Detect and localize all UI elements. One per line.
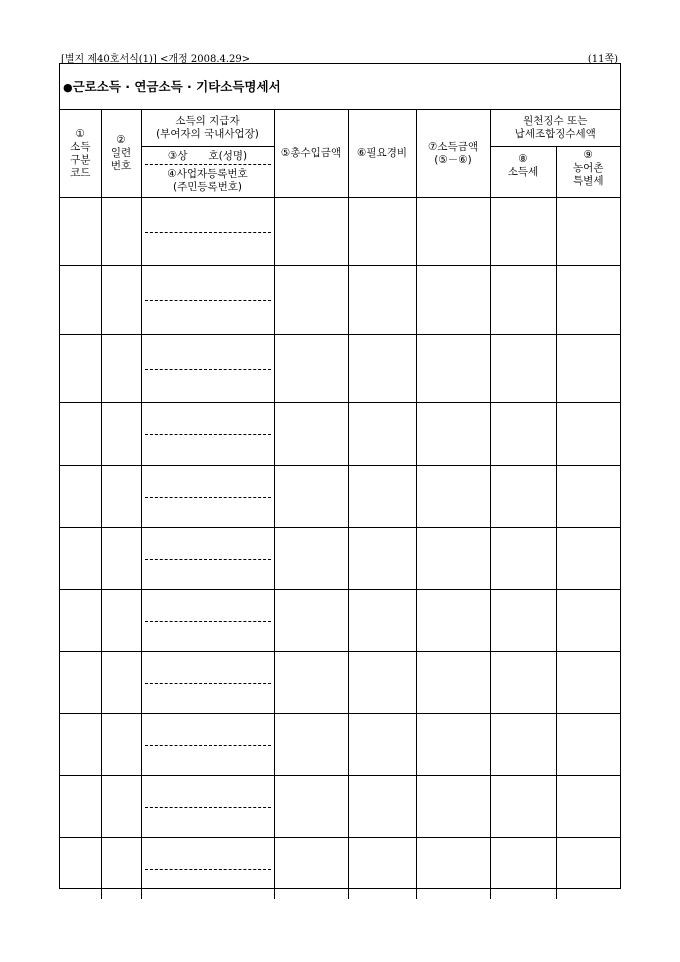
payer-group-label: 소득의 지급자 (175, 115, 240, 127)
rural-special-tax-cell[interactable] (556, 466, 620, 528)
total-revenue-cell[interactable] (274, 198, 348, 266)
table-row (60, 403, 620, 466)
serial-number-cell[interactable] (101, 198, 141, 266)
income-tax-cell[interactable] (490, 266, 556, 335)
payer-group-sublabel: (부여자의 국내사업장) (156, 128, 259, 140)
income-amount-cell[interactable] (416, 590, 490, 652)
rural-special-tax-cell[interactable] (556, 403, 620, 466)
rural-special-tax-cell[interactable] (556, 714, 620, 776)
necessary-expenses-cell[interactable] (348, 466, 416, 528)
serial-number-cell[interactable] (101, 776, 141, 838)
rural-special-tax-cell[interactable] (556, 652, 620, 714)
col-withholding-header (490, 110, 620, 198)
dashed-divider (145, 621, 271, 622)
rural-special-tax-cell[interactable] (556, 528, 620, 590)
income-amount-cell[interactable] (416, 838, 490, 900)
payer-split (142, 266, 274, 334)
income-amount-cell[interactable] (416, 528, 490, 590)
col-payer-header (141, 110, 274, 198)
total-revenue-cell[interactable] (274, 266, 348, 335)
dashed-divider (145, 232, 271, 233)
income-tax-cell[interactable] (490, 590, 556, 652)
necessary-expenses-cell[interactable] (348, 838, 416, 900)
payer-split (142, 466, 274, 527)
dashed-divider (145, 807, 271, 808)
table-row (60, 198, 620, 266)
income-amount-cell[interactable] (416, 335, 490, 403)
serial-number-cell[interactable] (101, 528, 141, 590)
table-row (60, 714, 620, 776)
income-type-cell[interactable] (60, 466, 101, 528)
necessary-expenses-cell[interactable] (348, 335, 416, 403)
col-necessary-expenses-header: ⑥필요경비 (348, 110, 416, 198)
col-rural-special-tax-header: ⑨ 농어촌 특별세 (573, 149, 604, 187)
rural-special-tax-cell[interactable] (556, 838, 620, 900)
table-row (60, 838, 620, 900)
income-type-cell[interactable] (60, 590, 101, 652)
income-amount-cell[interactable] (416, 652, 490, 714)
payer-cell[interactable] (141, 528, 274, 590)
income-tax-cell[interactable] (490, 198, 556, 266)
income-tax-cell[interactable] (490, 838, 556, 900)
serial-number-cell[interactable] (101, 652, 141, 714)
header-row (60, 110, 620, 198)
dashed-divider (145, 300, 271, 301)
serial-number-cell[interactable] (101, 266, 141, 335)
total-revenue-cell[interactable] (274, 838, 348, 900)
form-title (63, 77, 281, 95)
necessary-expenses-cell[interactable] (348, 266, 416, 335)
payer-split (142, 714, 274, 775)
payer-split (142, 335, 274, 402)
income-tax-cell[interactable] (490, 335, 556, 403)
total-revenue-cell[interactable] (274, 590, 348, 652)
total-revenue-cell[interactable] (274, 335, 348, 403)
payer-cell[interactable] (141, 714, 274, 776)
col-income-type-header: ① 소득 구분 코드 (60, 110, 101, 198)
payer-cell[interactable] (141, 776, 274, 838)
payer-split (142, 198, 274, 265)
income-type-cell[interactable] (60, 528, 101, 590)
table-row (60, 652, 620, 714)
payer-split (142, 838, 274, 899)
payer-cell[interactable] (141, 590, 274, 652)
income-amount-cell[interactable] (416, 466, 490, 528)
col-income-tax-header: ⑧ 소득세 (491, 147, 557, 197)
form-frame (59, 63, 621, 889)
table-row (60, 335, 620, 403)
necessary-expenses-cell[interactable] (348, 403, 416, 466)
dashed-divider (145, 434, 271, 435)
serial-number-cell[interactable] (101, 838, 141, 900)
table-row (60, 528, 620, 590)
payer-split (142, 776, 274, 837)
col-registration-number-header: ④사업자등록번호 (주민등록번호) (167, 168, 248, 193)
payer-split (142, 403, 274, 465)
necessary-expenses-cell[interactable] (348, 776, 416, 838)
form-number: [별지 제40호서식(1)] <개정 2008.4.29> (61, 54, 251, 65)
income-type-cell[interactable] (60, 198, 101, 266)
income-tax-cell[interactable] (490, 776, 556, 838)
necessary-expenses-cell[interactable] (348, 652, 416, 714)
income-tax-cell[interactable] (490, 714, 556, 776)
serial-number-cell[interactable] (101, 335, 141, 403)
page-number: (11쪽) (587, 54, 618, 65)
total-revenue-cell[interactable] (274, 652, 348, 714)
dashed-divider (145, 164, 271, 165)
serial-number-cell[interactable] (101, 466, 141, 528)
income-type-cell[interactable] (60, 652, 101, 714)
rural-special-tax-cell[interactable] (556, 590, 620, 652)
payer-cell[interactable] (141, 335, 274, 403)
income-tax-cell[interactable] (490, 652, 556, 714)
col-income-amount-header: ⑦소득금액 (⑤－⑥) (416, 110, 490, 198)
necessary-expenses-cell[interactable] (348, 198, 416, 266)
table-row (60, 590, 620, 652)
income-type-cell[interactable] (60, 714, 101, 776)
income-amount-cell[interactable] (416, 714, 490, 776)
income-type-cell[interactable] (60, 266, 101, 335)
rural-special-tax-cell[interactable] (556, 335, 620, 403)
col-serial-number-header: ② 일련 번호 (101, 110, 141, 198)
total-revenue-cell[interactable] (274, 714, 348, 776)
col-business-name-header: ③상 호(성명) (167, 150, 248, 162)
payer-cell[interactable] (141, 198, 274, 266)
withholding-group-sublabel: 납세조합징수세액 (514, 128, 596, 140)
income-type-cell[interactable] (60, 403, 101, 466)
income-amount-cell[interactable] (416, 198, 490, 266)
income-tax-cell[interactable] (490, 466, 556, 528)
col-total-revenue-header: ⑤총수입금액 (274, 110, 348, 198)
income-table (60, 110, 620, 899)
serial-number-cell[interactable] (101, 714, 141, 776)
payer-cell[interactable] (141, 652, 274, 714)
income-type-cell[interactable] (60, 838, 101, 900)
table-row (60, 776, 620, 838)
payer-cell[interactable] (141, 266, 274, 335)
income-amount-cell[interactable] (416, 266, 490, 335)
dashed-divider (145, 683, 271, 684)
necessary-expenses-cell[interactable] (348, 590, 416, 652)
bullet-icon: ● (63, 81, 73, 94)
income-amount-cell[interactable] (416, 403, 490, 466)
payer-split (142, 590, 274, 651)
payer-cell[interactable] (141, 838, 274, 900)
title-row (60, 64, 620, 110)
table-row (60, 466, 620, 528)
total-revenue-cell[interactable] (274, 403, 348, 466)
total-revenue-cell[interactable] (274, 528, 348, 590)
income-tax-cell[interactable] (490, 528, 556, 590)
dashed-divider (145, 745, 271, 746)
dashed-divider (145, 497, 271, 498)
income-type-cell[interactable] (60, 776, 101, 838)
dashed-divider (145, 559, 271, 560)
income-tax-cell[interactable] (490, 403, 556, 466)
necessary-expenses-cell[interactable] (348, 528, 416, 590)
payer-split (142, 528, 274, 589)
dashed-divider (145, 369, 271, 370)
total-revenue-cell[interactable] (274, 466, 348, 528)
total-revenue-cell[interactable] (274, 776, 348, 838)
rural-special-tax-cell[interactable] (556, 266, 620, 335)
rural-special-tax-cell[interactable] (556, 198, 620, 266)
payer-cell[interactable] (141, 466, 274, 528)
payer-split (142, 652, 274, 713)
payer-cell[interactable] (141, 403, 274, 466)
necessary-expenses-cell[interactable] (348, 714, 416, 776)
income-type-cell[interactable] (60, 335, 101, 403)
form-title-text: 근로소득 · 연금소득 · 기타소득명세서 (72, 79, 281, 94)
table-row (60, 266, 620, 335)
withholding-group-label: 원천징수 또는 (523, 115, 588, 127)
rural-special-tax-cell[interactable] (556, 776, 620, 838)
serial-number-cell[interactable] (101, 590, 141, 652)
dashed-divider (145, 869, 271, 870)
serial-number-cell[interactable] (101, 403, 141, 466)
income-amount-cell[interactable] (416, 776, 490, 838)
